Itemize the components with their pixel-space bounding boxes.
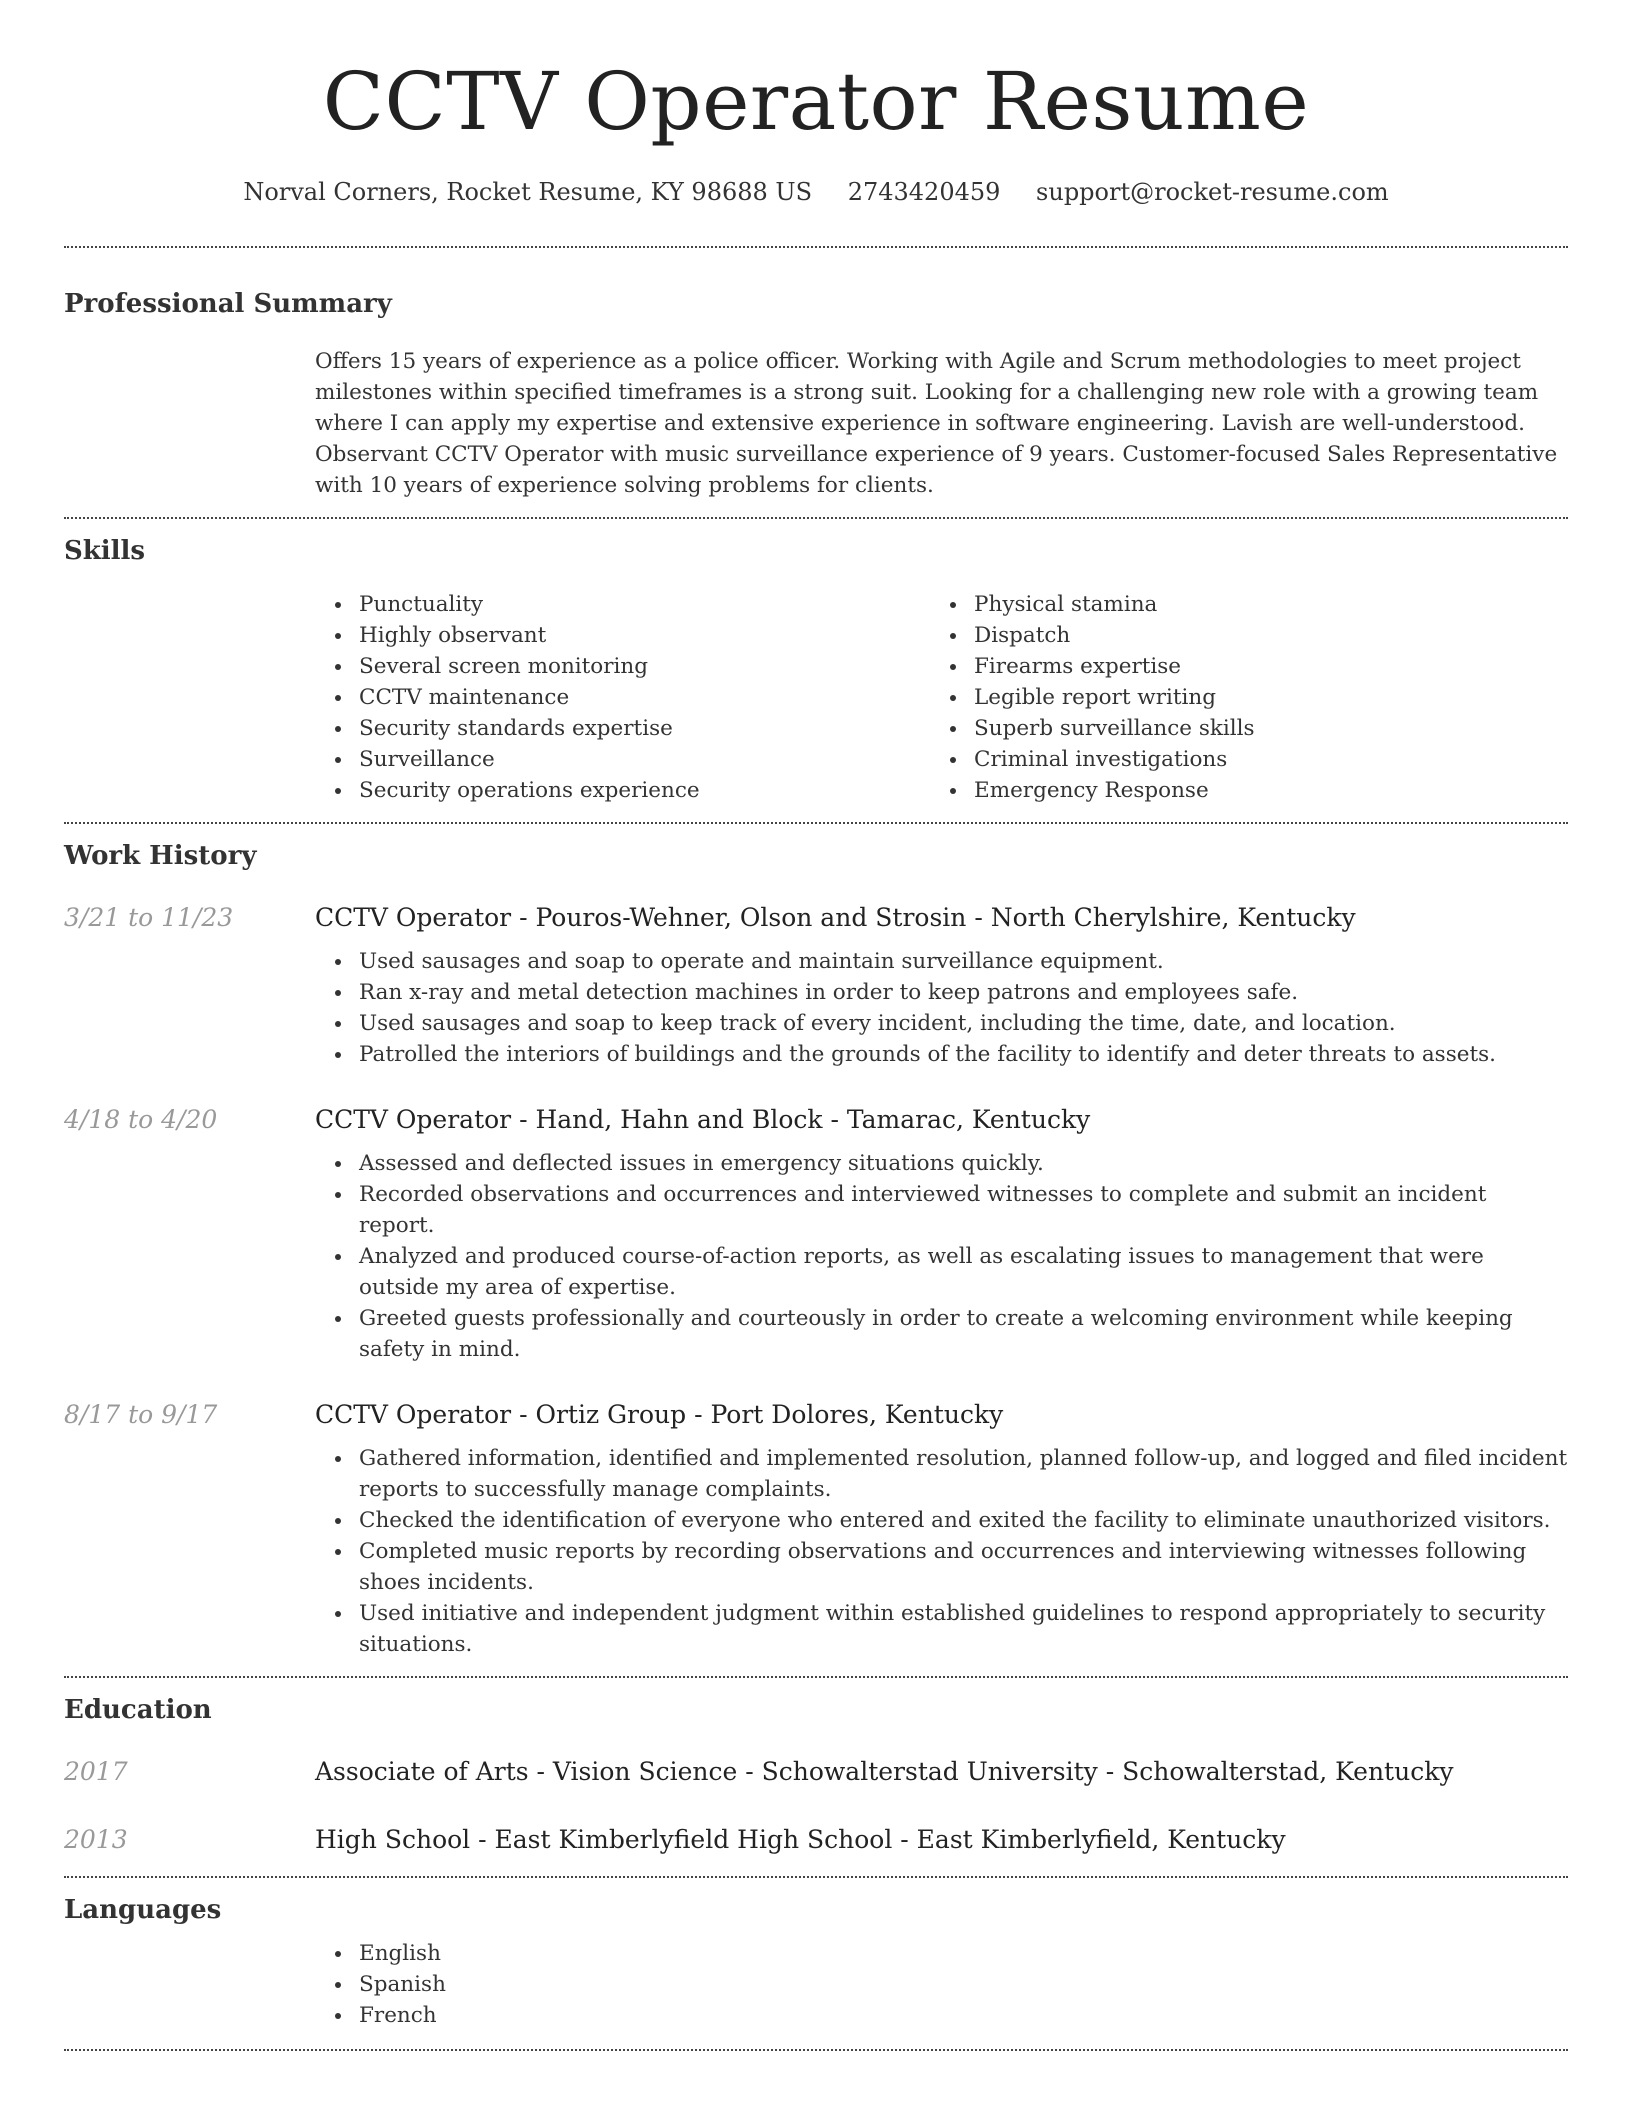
work-history-heading: Work History <box>64 841 257 871</box>
skill-item: Several screen monitoring <box>315 651 930 682</box>
job-entry <box>64 1395 1568 1660</box>
section-divider <box>64 2049 1568 2051</box>
skill-item: Emergency Response <box>930 775 1545 806</box>
education-heading: Education <box>64 1695 212 1725</box>
job-bullet: Patrolled the interiors of buildings and the grounds of the facility to identify and deter threats to assets. <box>315 1039 1568 1070</box>
job-bullet: Checked the identification of everyone who entered and exited the facility to eliminate unauthorized visitors. <box>315 1505 1568 1536</box>
job-body <box>315 1100 1568 1365</box>
education-year: 2013 <box>64 1825 128 1854</box>
skills-grid <box>315 589 1568 806</box>
languages-heading: Languages <box>64 1895 222 1925</box>
skill-item: Physical stamina <box>930 589 1545 620</box>
contact-address: Norval Corners, Rocket Resume, KY 98688 US <box>243 178 813 206</box>
job-body <box>315 898 1568 1070</box>
job-bullet: Used sausages and soap to keep track of every incident, including the time, date, and location. <box>315 1008 1568 1039</box>
resume-page <box>64 0 1568 2051</box>
job-date: 3/21 to 11/23 <box>64 903 234 932</box>
job-bullet: Assessed and deflected issues in emergency situations quickly. <box>315 1148 1568 1179</box>
skill-item: Highly observant <box>315 620 930 651</box>
language-item: Spanish <box>315 1969 1568 2000</box>
language-item: French <box>315 2000 1568 2031</box>
job-bullet: Used sausages and soap to operate and maintain surveillance equipment. <box>315 946 1568 977</box>
education-text: Associate of Arts - Vision Science - Schowalterstad University - Schowalterstad, Kentucky <box>315 1757 1454 1786</box>
job-title: CCTV Operator - Pouros-Wehner, Olson and Strosin - North Cherylshire, Kentucky <box>315 903 1356 932</box>
skill-item: Dispatch <box>930 620 1545 651</box>
skill-item: Superb surveillance skills <box>930 713 1545 744</box>
job-entry <box>64 898 1568 1070</box>
education-text: High School - East Kimberlyfield High School - East Kimberlyfield, Kentucky <box>315 1825 1286 1854</box>
section-divider <box>64 517 1568 519</box>
skill-item: Criminal investigations <box>930 744 1545 775</box>
job-title: CCTV Operator - Ortiz Group - Port Dolores, Kentucky <box>315 1400 1004 1429</box>
job-entry <box>64 1100 1568 1365</box>
skills-column-left <box>315 589 930 806</box>
contact-phone: 2743420459 <box>847 178 1001 206</box>
job-date: 8/17 to 9/17 <box>64 1400 218 1429</box>
skills-heading: Skills <box>64 536 146 566</box>
skill-item: Security standards expertise <box>315 713 930 744</box>
job-bullet: Completed music reports by recording observations and occurrences and interviewing witnesses following shoes incidents. <box>315 1536 1568 1598</box>
section-divider <box>64 246 1568 248</box>
job-title: CCTV Operator - Hand, Hahn and Block - Tamarac, Kentucky <box>315 1105 1091 1134</box>
education-year: 2017 <box>64 1757 128 1786</box>
section-divider <box>64 1676 1568 1678</box>
skills-column-right <box>930 589 1545 806</box>
languages-list <box>315 1938 1568 2031</box>
skill-item: Firearms expertise <box>930 651 1545 682</box>
job-body <box>315 1395 1568 1660</box>
job-bullet: Analyzed and produced course-of-action reports, as well as escalating issues to management that were outside my area of expertise. <box>315 1241 1568 1303</box>
contact-email: support@rocket-resume.com <box>1036 178 1389 206</box>
job-bullets <box>315 946 1568 1070</box>
contact-line <box>64 174 1568 210</box>
job-date: 4/18 to 4/20 <box>64 1105 218 1134</box>
job-bullet: Recorded observations and occurrences and interviewed witnesses to complete and submit an incident report. <box>315 1179 1568 1241</box>
language-item: English <box>315 1938 1568 1969</box>
summary-text: Offers 15 years of experience as a police officer. Working with Agile and Scrum methodologies to meet project milestones within specified timeframes is a strong suit. Looking for a challenging new role with a growing team where I can apply my expertise and extensive experience in software engineering. Lavish are well-understood. Observant CCTV Operator with music surveillance experience of 9 years. Customer-focused Sales Representative with 10 years of experience solving problems for clients. <box>315 349 1558 498</box>
section-divider <box>64 1876 1568 1878</box>
job-bullet: Gathered information, identified and implemented resolution, planned follow-up, and logged and filed incident reports to successfully manage complaints. <box>315 1443 1568 1505</box>
summary-heading: Professional Summary <box>64 289 392 319</box>
job-bullet: Used initiative and independent judgment within established guidelines to respond appropriately to security situations. <box>315 1598 1568 1660</box>
skill-item: Surveillance <box>315 744 930 775</box>
job-bullets <box>315 1443 1568 1660</box>
job-bullet: Ran x-ray and metal detection machines in order to keep patrons and employees safe. <box>315 977 1568 1008</box>
resume-title: CCTV Operator Resume <box>322 55 1310 148</box>
skill-item: Punctuality <box>315 589 930 620</box>
skill-item: Legible report writing <box>930 682 1545 713</box>
education-entry <box>64 1820 1568 1860</box>
skill-item: Security operations experience <box>315 775 930 806</box>
education-entry <box>64 1752 1568 1792</box>
job-bullets <box>315 1148 1568 1365</box>
job-bullet: Greeted guests professionally and courteously in order to create a welcoming environment while keeping safety in mind. <box>315 1303 1568 1365</box>
section-divider <box>64 822 1568 824</box>
skill-item: CCTV maintenance <box>315 682 930 713</box>
